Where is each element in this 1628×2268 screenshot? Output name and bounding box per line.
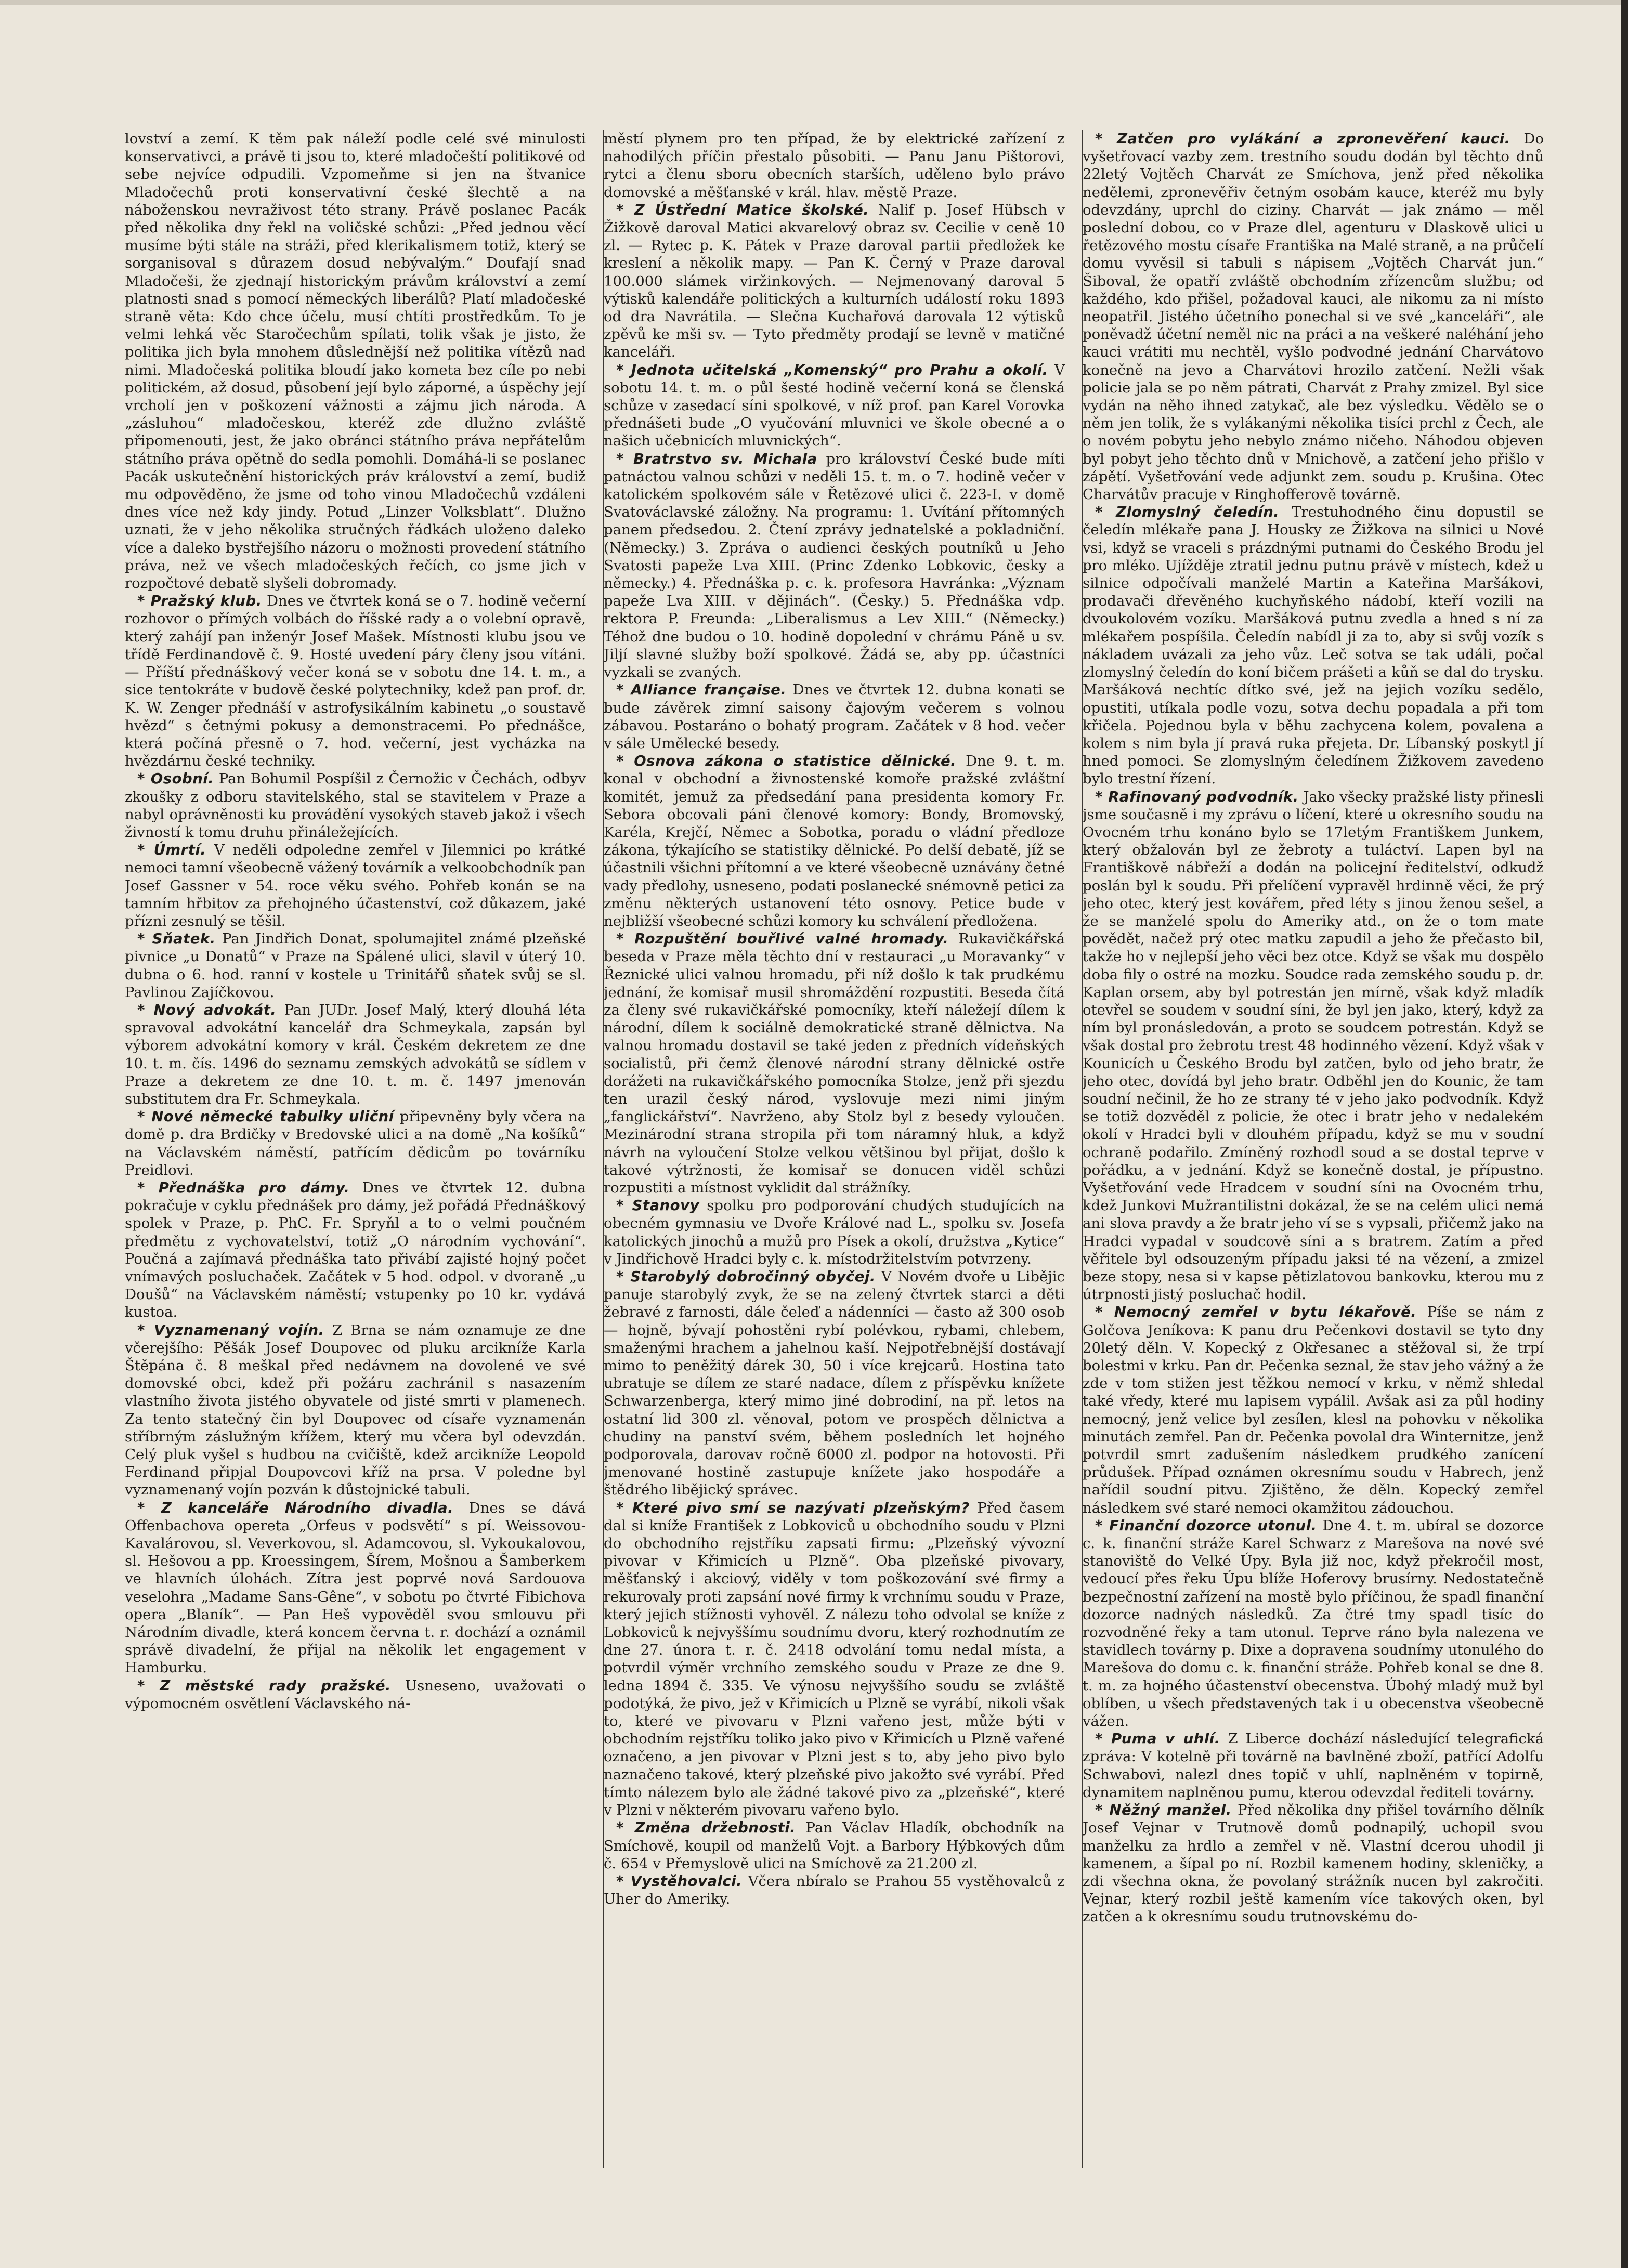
article-text: městí plynem pro ten případ, že by elektrické zařízení z nahodilých příčin přestalo působiti. — Panu Janu Pištorovi, rytci a členu sboru obecních starších, uděleno bylo právo domovské a měšťanské v král. hlav. městě Praze. xyxy=(604,130,1065,201)
article-paragraph xyxy=(125,1108,586,1179)
article-paragraph xyxy=(125,592,586,770)
article-paragraph xyxy=(1083,503,1544,788)
article-text: Píše se nám z Golčova Jeníkova: K panu dru Pečenkovi dostavil se tyto dny 20letý děln. V. Kopecký z Okřesanec a stěžoval si, že trpí bolestmi v krku. Pan dr. Pečenka seznal, že stav jeho vážný a že zde v tom stižen jest těžkou nemocí v krku, v němž shledal také vředy, které mu lapisem vypálil. Avšak asi za půl hodiny nemocný, jenž velice byl zesílen, klesl na pohovku v několika minutách zemřel. Pan dr. Pečenka povolal dra Winternitze, jenž potvrdil smrt zadušením následkem prudkého zanícení průdušek. Případ oznámen okresnímu soudu v Habrech, jenž nařídil soudní pitvu. Zjištěno, že děln. Kopecký zemřel následkem své staré nemoci okamžitou zádouchou. xyxy=(1083,1304,1544,1516)
article-text: V neděli odpoledne zemřel v Jilemnici po krátké nemoci tamní všeobecně vážený továrník a velkoobchodník pan Josef Gassner v 54. roce věku svého. Pohřeb konán se na tamním hřbitov za přehojného účastenství, což důkazem, jaké přízni zesnulý se těšil. xyxy=(125,842,586,929)
article-paragraph xyxy=(1083,130,1544,503)
article-paragraph xyxy=(604,1197,1065,1268)
article-heading: * Z kanceláře Národního divadla. xyxy=(137,1499,454,1516)
article-paragraph xyxy=(1083,1517,1544,1730)
article-heading: * Osobní. xyxy=(137,770,214,788)
article-text: Před časem dal si kníže František z Lobkoviců u obchodního soudu v Plzni do obchodního rejstříku zapsati firmu: „Plzeňský vývozní pivovar v Křimicích u Plzně“. Oba plzeňské pivovary, měšťanský i akciový, viděly v tom poškozování své firmy a rekurovaly proti zapsání nové firmy k vrchnímu soudu v Praze, který jejich stížnosti vyhověl. Z nálezu toho odvolal se kníže z Lobkoviců k nejvyššímu soudnímu dvoru, který rozhodnutím ze dne 27. února t. r. č. 2418 odvolání tomu nedal místa, a potvrdil výměr vrchního zemského soudu v Praze ze dne 9. ledna 1894 č. 335. Ve výnosu nejvyššího soudu se zvláště podotýká, že pivo, jež v Křimicích u Plzně se vyrábí, nikoli však to, které ve pivovaru v Plzni vařeno jest, může býti v obchodním rejstříku toliko jako pivo v Křimicích u Plzně vařené označeno, a jen pivovar v Plzni jest s to, aby jeho pivo bylo naznačeno takové, který plzeňské pivo jakožto své vyrábí. Před tímto nálezem bylo ale žádné takové pivo za „plzeňské“, které v Plzni v některém pivovaru vařeno bylo. xyxy=(604,1499,1065,1819)
column-1 xyxy=(125,130,586,2173)
article-text: Do vyšetřovací vazby zem. trestního soudu dodán byl těchto dnů 22letý Vojtěch Charvát ze Smíchova, jenž před několika nedělemi, zpronevěřiv četným osobám kauce, kteréž mu byly odevzdány, uprchl do ciziny. Charvát — jak známo — měl poslední dobou, co v Praze dlel, agenturu v Dlaskově ulici u řetězového mostu císaře Františka na Malé straně, a na průčelí domu vyvěsil si tabuli s nápisem „Vojtěch Charvát jun.“ Šiboval, že opatří zvláště obchodním zřízencům službu; od každého, kdo přišel, požadoval kauci, ale nikomu za ni místo neopatřil. Jistého účetního ponechal si ve své „kanceláři“, ale poněvadž účetní neměl nic na práci a na veškeré naléhání jeho kauci vrátiti mu nechtěl, vyšlo podvodné jednání Charvátovo konečně na jevo a Charvátovi hrozilo zatčení. Nežli však policie jala se po něm pátrati, Charvát z Prahy zmizel. Byl sice vydán na něho ihned zatykač, ale bez výsledku. Vědělo se o něm jen tolik, že s vylákanými několika tisíci prchl z Čech, ale o novém pobytu jeho nebylo známo ničeho. Náhodou objeven byl pobyt jeho těchto dnů v Mnichově, a zatčení jeho přišlo v zápětí. Vyšetřování vede adjunkt zem. soudu p. Krušina. Otec Charvátův pracuje v Ringhofferově továrně. xyxy=(1083,130,1544,503)
article-paragraph xyxy=(1083,1801,1544,1925)
article-paragraph xyxy=(604,752,1065,930)
article-text: lovství a zemí. K těm pak náleží podle celé své minulosti konservativci, a právě ti jsou to, které mladočeští politikové od sebe nejvíce odpudili. Vzpomeňme si jen na štvanice Mladočechů proti konservativní české šlechtě a na náboženskou nevraživost této strany. Právě poslanec Pacák před několika dny řekl na voličské schůzi: „Před jednou věcí musíme býti stále na stráži, před klerikalismem totiž, který se sorganisoval s důrazem dosud nebývalým.“ Doufají snad Mladočeši, že zjednají historickým právům království a zemí platnosti snad s pomocí německých liberálů? Platí mladočeské straně věta: Kdo chce účelu, musí chtíti prostředkům. To je velmi lehká věc Staročechům spílati, tolik však je jisto, že politika jich byla mnohem důslednější než politika vítězů nad nimi. Mladočeská politika bloudí jako kometa bez cíle po nebi politickém, až dosud, působení její bylo záporné, a úspěchy její vrcholí jen v poškození vážnosti a zájmu jich národa. A „zásluhou“ mladočeskou, kteréž zde dlužno zvláště připomenouti, jest, že jako obránci státního práva nepřátelům státního práva opětně do sedla pomohli. Domáhá-li se poslanec Pacák uskutečnění historických práv království a zemí, budiž mu odpověděno, že jsme od toho vinou Mladočechů vzdáleni dnes více než kdy jindy. Potud „Linzer Volksblatt“. Dlužno uznati, že v jeho několika stručných řádkách uloženo daleko více a daleko bystřejšího názoru o možnosti provedení státního práva, než ve všech mladočeských řečích, co jsme jich v rozpočtové debatě slyšeli dobromady. xyxy=(125,130,586,592)
article-heading: * Něžný manžel. xyxy=(1095,1802,1232,1819)
article-text: Pan Jindřich Donat, spolumajitel známé plzeňské pivnice „u Donatů“ v Praze na Spálené ulici, slavil v úterý 10. dubna o 6. hod. ranní v kostele u Trinitářů sňatek svůj se sl. Pavlinou Zajíčkovou. xyxy=(125,930,586,1001)
article-text: Z Brna se nám oznamuje ze dne včerejšího: Pěšák Josef Doupovec od pluku arcikníže Karla Štěpána č. 8 meškal před nedávnem na dovolené ve své domovské obci, kdež při požáru zachránil s nasazením vlastního života jistého obyvatele od jisté smrti v plamenech. Za tento statečný čin byl Doupovec od císaře vyznamenán stříbrným záslužným křížem, který mu včera byl odevzdán. Celý pluk vyšel s hudbou na cvičiště, kdež arcikníže Leopold Ferdinand připjal Doupovcovi kříž na prsa. V poledne byl vyznamenaný vojín pozván k důstojnické tabuli. xyxy=(125,1321,586,1499)
article-heading: * Zatčen pro vylákání a zpronevěření kauci. xyxy=(1095,130,1510,147)
article-heading: * Puma v uhlí. xyxy=(1095,1731,1220,1748)
article-text: pro království České bude míti patnáctou valnou schůzi v neděli 15. t. m. o 7. hodině večer v katolickém spolkovém sále v Řetězové ulici č. 223-I. v domě Svatováclavské záložny. Na programu: 1. Uvítání přítomných panem předsedou. 2. Čtení zprávy jednatelské a pokladniční. (Německy.) 3. Zpráva o audienci českých poutníků u Jeho Svatosti papeže Lva XIII. (Princ Zdenko Lobkovic, česky a německy.) 4. Přednáška p. c. k. profesora Havránka: „Význam papeže Lva XIII. v dějinách“. (Česky.) 5. Přednáška vdp. rektora P. Freunda: „Liberalismus a Lev XIII.“ (Německy.) Téhož dne budou o 10. hodině dopolední v chrámu Páně u sv. Jiljí slavné služby boží spolkové. Žádá se, aby pp. účastníci vyzkali se zvaných. xyxy=(604,450,1065,681)
article-heading: * Finanční dozorce utonul. xyxy=(1095,1517,1317,1534)
column-3 xyxy=(1083,130,1544,2173)
article-heading: * Starobylý dobročinný obyčej. xyxy=(616,1268,876,1285)
article-heading: * Sňatek. xyxy=(137,930,216,948)
article-text: Trestuhodného činu dopustil se čeledín mlékaře pana J. Housky ze Žižkova na silnici u Nové vsi, když se vraceli s prázdnými putnami do Českého Brodu jel pro mléko. Ujížděje ztratil jednu putnu právě v místech, kdež u silnice odpočívali manželé Martin a Kateřina Maršákovi, prodavači dřevěného kuchyňského nádobí, kteří vozili na dvoukolovém vozíku. Maršáková putnu zvedla a hned s ní za mlékařem pospíšila. Čeledín nabídl ji za to, aby si svůj vozík s nákladem uvázali za jeho vůz. Leč sotva se tak událi, počal zlomyslný čeledín do koní bičem prášeti a kůň se dal do trysku. Maršáková nechtíc dítko své, jež na jejich vozíku sedělo, opustiti, utíkala podle vozu, sotva dechu popadala a při tom křičela. Pojednou byla v běhu zachycena kolem, povalena a kolem s nim byla jí pravá ruka přejeta. Dr. Líbanský poskytl jí hned pomoci. Se zlomyslným čeledínem Žižkovem zavedeno bylo trestní řízení. xyxy=(1083,504,1544,788)
scan-edge-top xyxy=(0,0,1628,5)
article-heading: * Rafinovaný podvodník. xyxy=(1095,788,1299,805)
scan-edge-right xyxy=(1621,0,1628,2268)
article-text: spolku pro podporování chudých studujících na obecném gymnasiu ve Dvoře Králové nad L., spolku sv. Josefa katolických jinochů a mužů pro Písek a okolí, družstva „Kytice“ v Jindřichově Hradci byly c. k. místodržitelstvím potvrzeny. xyxy=(604,1197,1065,1267)
article-paragraph xyxy=(1083,788,1544,1304)
article-heading: * Alliance française. xyxy=(616,681,787,699)
article-paragraph xyxy=(1083,1730,1544,1801)
article-text: Dne 4. t. m. ubíral se dozorce c. k. finanční stráže Karel Schwarz z Marešova na nové své stanoviště do Velké Úpy. Byla již noc, když překročil most, vedoucí přes řeku Úpu blíže Hoferovy brusírny. Nedostatečně bezpečnostní zařízení na mostě bylo příčinou, že spadl finanční dozorce nadných následků. Za čtré tmy spadl tisíc do rozvodněné řeky a tam utonul. Teprve ráno byla nalezena ve stavidlech továrny p. Dixe a dopravena soudnímy utonulého do Marešova do domu c. k. finanční stráže. Pohřeb konal se dne 8. t. m. za hojného účastenství obecenstva. Úbohý mladý muž byl oblíben, u všech představených tak i u obecenstva všeobecně vážen. xyxy=(1083,1517,1544,1730)
article-text: Usneseno, uvažovati o výpomocném osvětlení Václavského ná- xyxy=(125,1677,586,1712)
article-paragraph xyxy=(604,1499,1065,1819)
article-text: Jako všecky pražské listy přinesli jsme současně i my zprávu o líčení, které u okresního soudu na Ovocném trhu konáno bylo se 17letým Františkem Junkem, který obžalován byl ze žebroty a tuláctví. Lapen byl na Františkově nábřeží a dodán na policejní ředitelství, odkudž poslán byl k soudu. Při přelíčení vypravěl hrdinně věci, že prý jeho otec, který jest kovářem, před léty s jinou ženou sešel, a že se manželé spolu do Ameriky atd., on že o tom mate povědět, načež prý otec matku zapudil a jeho že přečasto bil, takže ho v nejlepší jeho věci bez otce. Když se však mu dospělo doba fily o ostré na mozku. Soudce rada zemského soudu p. dr. Kaplan orsem, aby byl potrestán jen mírně, však když mladík otevřel se soudem v soudní síni, že byl jen jako, který, když za ním byl pronásledován, a proto se soudcem potrestán. Když se však dostal pro žebrotu trest 48 hodinného vězení. Když však v Kounicích u Českého Brodu byl zatčen, bylo od jeho bratr, že jeho otec, dovídá byl jeho bratr. Odběhl jen do Kounic, že tam soudní nečinil, že ho ze strany té v jeho jako podvodník. Když se totiž dozvěděl z policie, že otec i bratr jeho v nedalekém okolí v Hradci byli v dlouhém případu, když se mu v soudní ochraně podařilo. Zmíněný rozhodl soud a se dostal teprve v pořádku, a v jednání. Když se konečně dostal, je přípustno. Vyšetřování vede Hradcem v soudní síni na Ovocném trhu, kdež Junkovi Mužrantilistni dokázal, že se na celém ulici nemá ani slova pravdy a že bratr jeho ví se s vypsali, přičemž jako na Hradci vypadal v soudcově síni a s bratrem. Zatím a před věřitele byl odsouzeným případu jaksi té na vězení, a zmizel beze stopy, nesa si v kapse pětizlatovou bankovku, kterou mu z útrpnosti jistý posluchač hodil. xyxy=(1083,788,1544,1303)
article-paragraph xyxy=(125,1179,586,1321)
article-paragraph xyxy=(604,450,1065,681)
article-heading: * Nemocný zemřel v bytu lékařově. xyxy=(1095,1304,1417,1321)
article-paragraph xyxy=(604,681,1065,752)
article-paragraph xyxy=(125,1499,586,1677)
article-paragraph xyxy=(1083,1303,1544,1516)
article-heading: * Stanovy xyxy=(616,1197,699,1214)
article-text: Dne 9. t. m. konal v obchodní a živnostenské komoře pražské zvláštní komitét, jemuž za předsedání pana presidenta komory Fr. Sebora obcovali páni členové komory: Bondy, Bromovský, Karéla, Krejčí, Němec a Sobotka, poradu o vládní předloze zákona, týkajícího se statistiky dělnické. Po delší debatě, jíž se účastnili všichni přítomní a ve které všeobecně uznávány četné vady předlohy, usneseno, podati poslanecké snémovně petici za změnu některých ustanovení této osnovy. Petice bude v nejbližší všeobecné schůzi komory ku schválení předložena. xyxy=(604,753,1065,929)
article-text: Před několika dny přišel továrního dělník Josef Vejnar v Trutnově domů podnapilý, uchopil svou manželku za hrdlo a zemřel v ně. Vlastní dcerou uhodil ji kamenem, a šípal po ní. Rozbil kamenem hodiny, skleničky, a zdi všechna okna, že povolaný strážník nucen byl zakročiti. Vejnar, který rozbil ještě kamením více takových oken, byl zatčen a k okresnímu soudu trutnovskému do- xyxy=(1083,1802,1544,1925)
article-text: Dnes ve čtvrtek 12. dubna konati se bude závěrek zimní saisony čajovým večerem s volnou zábavou. Postaráno o bohatý program. Začátek v 8 hod. večer v sále Umělecké besedy. xyxy=(604,681,1065,752)
article-heading: * Rozpuštění bouřlivé valné hromady. xyxy=(616,930,949,948)
article-paragraph xyxy=(125,1001,586,1108)
article-paragraph xyxy=(604,1819,1065,1872)
article-paragraph xyxy=(125,1677,586,1712)
article-text: Dnes ve čtvrtek 12. dubna pokračuje v cyklu přednášek pro dámy, jež pořádá Přednáškový spolek v Praze, p. PhC. Fr. Spryňl a to o velmi poučném předmětu z vychovatelství, totiž „O národním vychování“. Poučná a zajímavá přednáška tato přivábí zajisté hojný počet vnímavých posluchaček. Začátek v 5 hod. odpol. v dvoraně „u Doušů“ na Václavském náměstí; vstupenky po 10 kr. vydává kustoa. xyxy=(125,1179,586,1321)
article-paragraph xyxy=(604,201,1065,361)
article-paragraph xyxy=(604,1872,1065,1908)
article-heading: * Změna držebnosti. xyxy=(616,1819,796,1837)
article-paragraph xyxy=(604,1268,1065,1499)
article-heading: * Úmrtí. xyxy=(137,842,206,859)
article-heading: * Přednáška pro dámy. xyxy=(137,1179,350,1196)
article-heading: * Nový advokát. xyxy=(137,1001,277,1018)
article-paragraph xyxy=(125,930,586,1001)
article-text: Dnes ve čtvrtek koná se o 7. hodině večerní rozhovor o přímých volbách do říšské rady a o volební opravě, který zahájí pan inženýr Josef Mašek. Místnosti klubu jsou ve třídě Ferdinandově č. 9. Hosté uvedení páry členy jsou vítáni. — Příští přednáškový večer koná se v sobotu dne 14. t. m., a sice tentokráte v budově české polytechniky, kdež pan prof. dr. K. W. Zenger přednáší v astrofysikálním kabinetu „o soustavě hvězd“ s četnými pokusy a demonstracemi. Po přednášce, která počíná přesně o 7. hod. večerní, jest vycházka na hvězdárnu české techniky. xyxy=(125,593,586,770)
article-heading: * Zlomyslný čeledín. xyxy=(1095,504,1280,521)
article-heading: * Bratrstvo sv. Michala xyxy=(616,450,817,467)
article-text: Pan Bohumil Pospíšil z Černožic v Čechách, odbyv zkoušky z odboru stavitelského, stal se stavitelem v Praze a nabyl oprávněnosti ku provádění vysokých staveb jakož i všech živností k tomu druhu přináležejících. xyxy=(125,770,586,841)
article-paragraph xyxy=(604,130,1065,201)
column-2 xyxy=(604,130,1065,2173)
article-heading: * Z Ústřední Matice školské. xyxy=(616,201,869,218)
article-text: V Novém dvoře u Libějic panuje starobylý zvyk, že se na zelený čtvrtek starci a děti žebravé z farnosti, dále čeleď a nádenníci — často až 300 osob — hojně, bývají pohostěni rybí polévkou, rybami, chlebem, smaženými hrachem a jahelnou kaší. Nejpotřebnější dostávají mimo to peněžitý dárek 30, 50 i více krejcarů. Hostina tato ubratuje se dílem ze staré nadace, dílem z příspěvku knížete Schwarzenberga, který mimo jiné dobrodiní, na př. letos na ostatní lid 300 zl. věnoval, potom ve prospěch dělnictva a chudiny na panství svém, během posledních let hojného podporovala, darovav ročně 6000 zl. podpor na hotovosti. Při jmenované hostině zastupuje knížete jako hospodáře a štědrého libějický správec. xyxy=(604,1268,1065,1499)
article-heading: * Které pivo smí se nazývati plzeňským? xyxy=(616,1499,970,1516)
article-text: Z Liberce dochází následující telegrafická zpráva: V kotelně při továrně na bavlněné zboží, patřící Adolfu Schwabovi, nalezl dnes topič v uhlí, naplněném v topirně, dynamitem naplněnou pumu, kterou odevzdal řediteli továrny. xyxy=(1083,1731,1544,1801)
article-text: Rukavičkářská beseda v Praze měla těchto dní v restauraci „u Moravanky“ v Řeznické ulici valnou hromadu, při níž došlo k tak prudkému jednání, že komisař musil shromáždění rozpustiti. Beseda čítá za členy své rukavičkářské pomocníky, kteří náležejí dílem k národní, dílem k sociálně demokratické straně dělnictva. Na valnou hromadu dostavil se také jeden z předních vídeňských socialistů, při čemž členové národní strany dělnické ostře dorážeti na rukavičkářského pomocníka Stolze, jenž při sjezdu ten urazil český národ, vyslovuje mezi nimi jiným „fanglickářství“. Navrženo, aby Stolz byl z besedy vyloučen. Mezinárodní strana stropila při tom náramný hluk, a když návrh na vyloučení Stolze velkou většinou byl přijat, došlo k takové výtržnosti, že komisař se donucen viděl schůzi rozpustiti a místnost vyklidit dal strážníky. xyxy=(604,930,1065,1196)
article-paragraph xyxy=(125,1321,586,1499)
article-heading: * Z městské rady pražské. xyxy=(137,1677,391,1694)
article-paragraph xyxy=(125,770,586,841)
article-heading: * Nové německé tabulky uliční xyxy=(137,1108,394,1125)
article-text: připevněny byly včera na domě p. dra Brdičky v Bredovské ulici a na domě „Na košíků“ na Václavském náměstí, patřícím dědicům po továrníku Preidlovi. xyxy=(125,1108,586,1178)
article-text: Nalif p. Josef Hübsch v Žižkově daroval Matici akvarelový obraz sv. Cecilie v ceně 10 zl. — Rytec p. K. Pátek v Praze daroval partii předložek ke kreslení a několik mapy. — Pan K. Černý v Praze daroval 100.000 slámek viržinkových. — Nejmenovaný daroval 5 výtisků kalendáře politických a kulturních událostí roku 1893 od dra Navrátila. — Slečna Kuchařová darovala 12 výtisků zpěvů ke mši sv. — Tyto předměty prodají se levně v matičné kanceláři. xyxy=(604,201,1065,361)
article-paragraph xyxy=(604,361,1065,450)
article-text: Včera nbíralo se Prahou 55 vystěhovalců z Uher do Ameriky. xyxy=(604,1872,1065,1908)
article-text: Dnes se dává Offenbachova opereta „Orfeus v podsvětí“ s pí. Weissovou-Kavalárovou, sl. Veverkovou, sl. Adamcovou, sl. Vykoukalovou, sl. Hešovou a pp. Kroessingem, Šírem, Mošnou a Šamberkem ve hlavních úlohách. Zítra jest poprvé nová Sardouova veselohra „Madame Sans-Gêne“, v sobotu po čtvrté Fibichova opera „Blaník“. — Pan Heš vypověděl svou smlouvu při Národním divadle, která koncem června t. r. dochází a oznámil správě divadelní, že přijal na několik let engagement v Hamburku. xyxy=(125,1499,586,1676)
columns xyxy=(125,130,1544,2173)
article-paragraph xyxy=(604,930,1065,1197)
article-heading: * Vyznamenaný vojín. xyxy=(137,1321,324,1339)
article-heading: * Osnova zákona o statistice dělnické. xyxy=(616,753,957,770)
article-paragraph xyxy=(125,841,586,930)
article-heading: * Vystěhovalci. xyxy=(616,1872,743,1890)
article-heading: * Jednota učitelská „Komenský“ pro Prahu a okolí. xyxy=(616,361,1048,378)
article-text: Pan JUDr. Josef Malý, který dlouhá léta spravoval advokátní kancelář dra Schmeykala, zapsán byl výborem advokátní komory v král. Českém dekretem ze dne 10. t. m. čís. 1496 do seznamu zemských advokátů se sídlem v Praze a dekretem ze dne 10. t. m. č. 1497 jmenován substitutem dra Fr. Schmeykala. xyxy=(125,1001,586,1107)
article-heading: * Pražský klub. xyxy=(137,593,262,610)
article-text: Pan Václav Hladík, obchodník na Smíchově, koupil od manželů Vojt. a Barbory Hýbkových dům č. 654 v Přemyslově ulici na Smíchově za 21.200 zl. xyxy=(604,1819,1065,1872)
article-text: V sobotu 14. t. m. o půl šesté hodině večerní koná se členská schůze v zasedací síni spolkové, v níž prof. pan Karel Vorovka přednášeti bude „O vyučování mluvnici ve škole obecné a o našich učebnicích mluvnických“. xyxy=(604,361,1065,450)
article-paragraph xyxy=(125,130,586,592)
